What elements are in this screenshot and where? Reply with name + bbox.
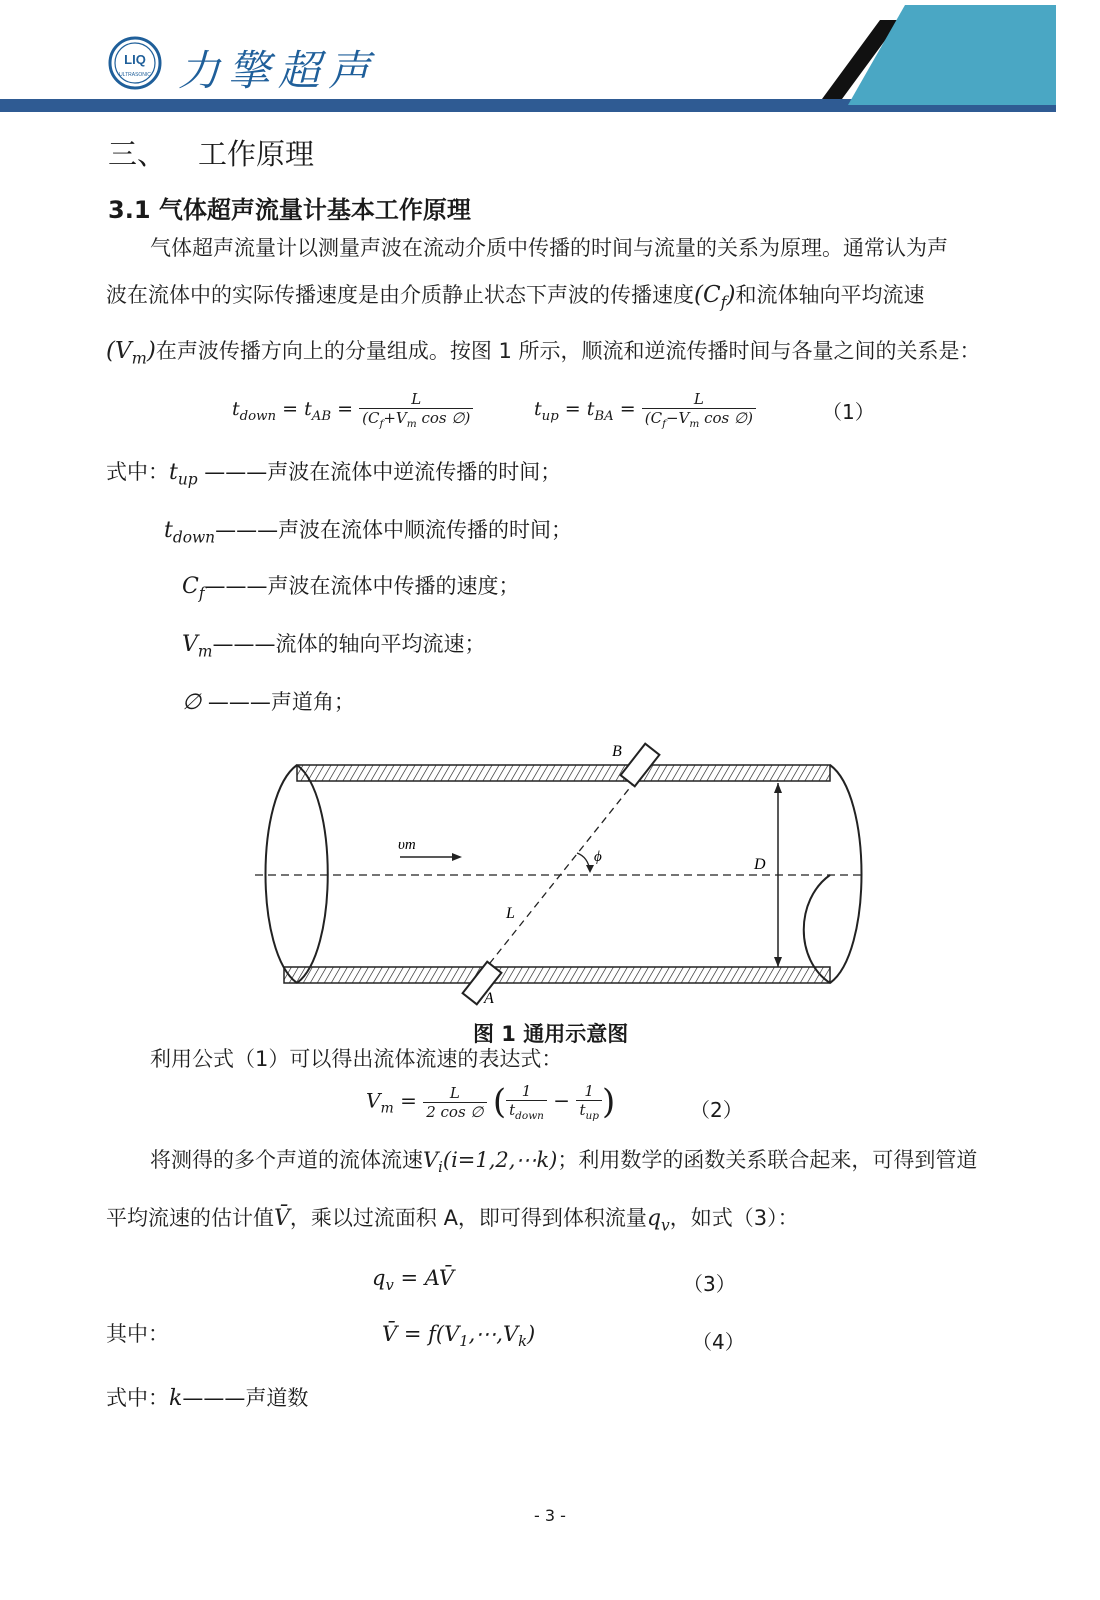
page-number: - 3 - <box>534 1506 566 1525</box>
label-b: B <box>612 743 622 760</box>
equation-1-number: （1） <box>822 400 875 424</box>
pipe-top-wall <box>297 765 830 781</box>
company-logo-icon <box>108 36 162 90</box>
para3-line-1: 将测得的多个声道的流体流速$V_i(i=1,2,\cdots k)$；利用数学的函数关系联合起来，可得到管道 <box>150 1148 978 1177</box>
section-title: 工作原理 <box>198 137 315 171</box>
definition-cf: $C_f———$声波在流体中传播的速度； <box>182 574 520 603</box>
eq1-right-fraction: $\frac{L}{(C_f-V_m \cos \emptyset)}$ <box>642 390 756 430</box>
definition-vm: $V_m———$流体的轴向平均流速； <box>182 632 486 661</box>
pipe-right-end-outer <box>830 765 862 983</box>
definitions-prefix: 式中： <box>106 460 169 484</box>
intro-line-1: 气体超声流量计以测量声波在流动介质中传播的时间与流量的关系为原理。通常认为声 <box>150 236 948 260</box>
intro-line-2-text: 波在流体中的实际传播速度是由介质静止状态下声波的传播速度 <box>106 283 694 307</box>
header-banner <box>0 0 1100 120</box>
pipe-left-end-outer <box>266 765 298 983</box>
equation-4-number: （4） <box>692 1330 745 1354</box>
pipe-left-end-inner <box>297 765 328 983</box>
label-d: D <box>754 856 766 873</box>
acoustic-path-line <box>482 775 640 973</box>
equation-4: V̄ = $f(V_1,\cdots,V_k)$ <box>382 1322 536 1351</box>
pipe-bottom-wall <box>284 967 830 983</box>
intro-line-3 <box>106 340 981 367</box>
symbol-cf: $(C_f)$ <box>694 282 736 312</box>
equation-3-number: （3） <box>683 1272 736 1296</box>
definition-t-up: 式中：$t_{up}$ ———声波在流体中逆流传播的时间； <box>106 460 562 489</box>
logo-subtext: ULTRASONIC <box>119 72 151 78</box>
definition-phi: ∅ ———声道角； <box>182 690 355 715</box>
label-phi: ϕ <box>594 849 602 865</box>
para3-line-2: 平均流速的估计值V̄，乘以过流面积 A，即可得到体积流量$q_v$，如式（3）： <box>106 1206 799 1235</box>
text-eq2-intro: 利用公式（1）可以得出流体流速的表达式： <box>150 1047 563 1071</box>
equation-1-right: $t_{up} = t_{BA}$ = $\frac{L}{(C_f-V_m \cos \emptyset)}$ <box>534 390 756 430</box>
header-teal-block <box>848 5 1056 105</box>
company-name: 力擎超声 <box>178 46 379 95</box>
equation-2: $V_m$ = $\frac{L}{2 \cos \emptyset}$ ( $\frac{1}{t_{down}}$ − $\frac{1}{t_{up}}$ ) <box>366 1082 616 1122</box>
equation-3: $q_v$ = AV̄ <box>372 1266 454 1295</box>
section-number: 三、 <box>108 137 167 171</box>
intro-line-2-end: 和流体轴向平均流速 <box>735 283 925 307</box>
section-heading <box>108 132 314 173</box>
label-a: A <box>484 990 494 1007</box>
page-header <box>0 0 1100 120</box>
logo-abbr: LIQ <box>124 52 146 67</box>
label-l: L <box>506 905 515 922</box>
pipe-diagram <box>250 735 870 1015</box>
subsection-heading: 3.1 气体超声流量计基本工作原理 <box>108 196 471 224</box>
eq1-left-fraction: $\frac{L}{(C_f+V_m \cos \emptyset)}$ <box>359 390 473 430</box>
symbol-vm: $(V_m)$ <box>106 338 156 368</box>
equation-1-left: $t_{down} = t_{AB}$ = $\frac{L}{(C_f+V_m \cos \emptyset)}$ <box>232 390 473 430</box>
definition-k: 式中：k———声道数 <box>106 1386 309 1411</box>
intro-line-2 <box>106 284 925 311</box>
definition-t-down: $t_{down}———$声波在流体中顺流传播的时间； <box>164 518 573 547</box>
label-vm: υm <box>398 837 416 853</box>
intro-line-3-text: 在声波传播方向上的分量组成。按图 1 所示，顺流和逆流传播时间与各量之间的关系是： <box>155 339 981 363</box>
eq4-prefix: 其中： <box>106 1322 169 1346</box>
equation-2-number: （2） <box>690 1098 743 1122</box>
figure-caption: 图 1 通用示意图 <box>473 1022 629 1046</box>
